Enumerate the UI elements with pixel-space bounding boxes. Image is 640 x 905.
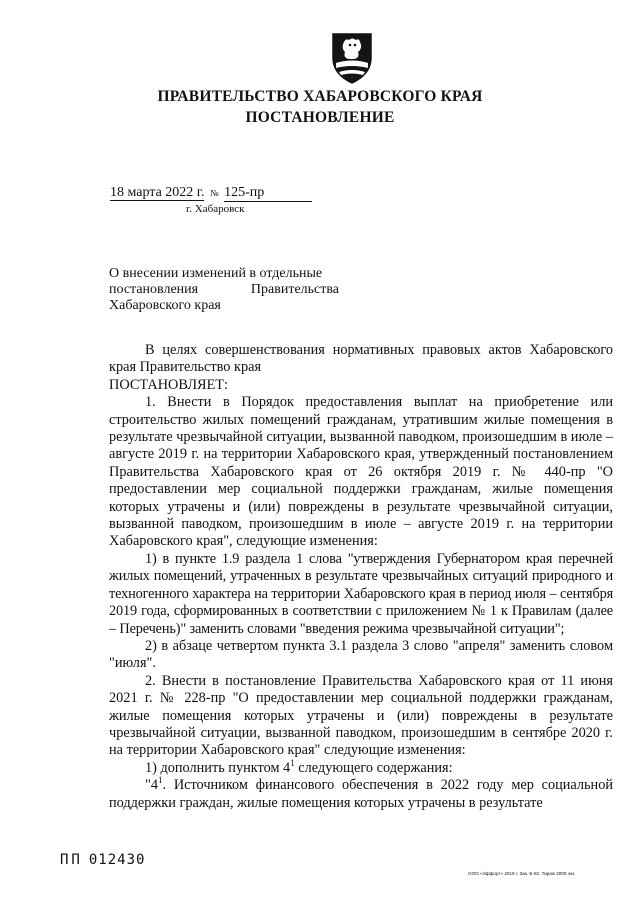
superscript: 1 <box>158 775 163 786</box>
document-subject <box>109 266 339 314</box>
document-date-number-line <box>110 185 312 202</box>
paragraph-text: следующего содержания: <box>294 759 453 776</box>
subject-line: Хабаровского края <box>109 298 221 313</box>
document-number: 125-пр <box>224 185 312 202</box>
paragraph-text: 1) дополнить пунктом 4 <box>145 759 291 776</box>
printer-imprint: ООО «Эффорт» 2019 г. Зак. Б-82. Тираж 2000 экз. <box>468 871 576 876</box>
body-paragraph: 2) в абзаце четвертом пункта 3.1 раздела 3 слово "апреля" заменить словом "июля". <box>109 637 613 672</box>
paragraph-text: "4 <box>145 777 158 794</box>
document-date: 18 марта 2022 г. <box>110 185 205 200</box>
serial-stamp <box>60 852 145 868</box>
body-paragraph: 2. Внести в постановление Правительства Хабаровского края от 11 июня 2021 г. № 228-пр "О предоставлении мер социальной поддержки гражданам, жилые помещения которых утрачены и (или) повреждены в результате чрезвычайной ситуации, вызванной паводком, произошедшим в сентябре 2020 г. на территории Хабаровского края" следующие изменения: <box>109 672 613 759</box>
body-paragraph-resolves: ПОСТАНОВЛЯЕТ: <box>109 376 229 393</box>
subject-line: постановления Правительства <box>109 282 339 297</box>
body-paragraph <box>109 777 613 812</box>
paragraph-text: . Источником финансового обеспечения в 2022 году мер социальной поддержки граждан, жилые помещения которых утрачены в результате <box>109 777 613 811</box>
number-sign: № <box>209 187 219 198</box>
subject-line: О внесении изменений в отдельные <box>109 266 323 281</box>
stamp-number: 012430 <box>88 852 146 868</box>
government-title: ПРАВИТЕЛЬСТВО ХАБАРОВСКОГО КРАЯ <box>157 88 483 105</box>
body-paragraph: В целях совершенствования нормативных правовых актов Хабаровского края Правительство края <box>109 342 613 376</box>
document-city: г. Хабаровск <box>186 203 245 215</box>
document-type-title: ПОСТАНОВЛЕНИЕ <box>245 109 395 126</box>
body-paragraph <box>109 757 613 777</box>
document-body <box>109 342 613 812</box>
superscript: 1 <box>290 757 295 768</box>
body-paragraph: 1. Внести в Порядок предоставления выплат на приобретение или строительство жилых помещений гражданам, утратившим жилые помещения в результате чрезвычайной ситуации, вызванной паводком, произошедшим в июле – августе 2019 г. на территории Хабаровского края, утвержденный постановлением Правительства Хабаровского края от 26 октября 2019 г. № 440-пр "О предоставлении мер социальной поддержки гражданам, жилые помещения которых утрачены и (или) повреждены в результате чрезвычайной ситуации, вызванной паводком, произошедшим в июле – августе 2019 г. на территории Хабаровского края", следующие изменения: <box>109 394 613 550</box>
stamp-prefix: ПП <box>60 852 83 868</box>
coat-of-arms-emblem <box>327 28 377 86</box>
body-paragraph: 1) в пункте 1.9 раздела 1 слова "утверждения Губернатором края перечней жилых помещений, утраченных в результате чрезвычайных ситуаций природного и техногенного характера на территории Хабаровского края в период июля – сентября 2019 года, сформированных в соответствии с приложением № 1 к Правилам (далее – Перечень)" заменить словами "введения режима чрезвычайной ситуации"; <box>109 550 613 637</box>
